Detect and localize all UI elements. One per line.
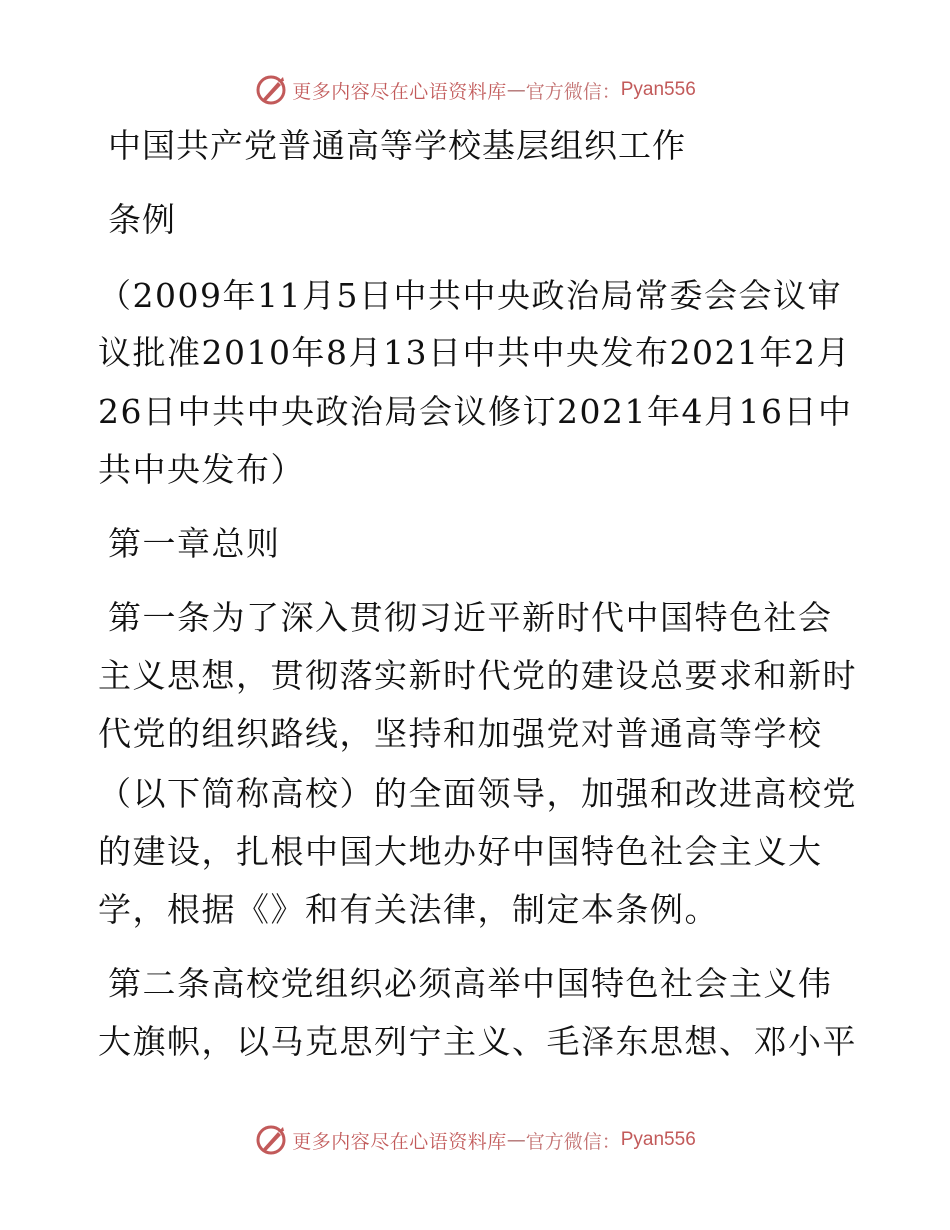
article1-line: 主义思想，贯彻落实新时代党的建设总要求和新时 <box>98 656 857 695</box>
header-watermark <box>0 70 950 110</box>
article1-line: 学，根据《》和有关法律，制定本条例。 <box>98 890 719 929</box>
watermark-main-text: 更多内容尽在心语资料库 <box>292 1130 507 1153</box>
meta-line: 共中央发布） <box>98 450 305 489</box>
chapter-heading: 第一章总则 <box>108 524 281 563</box>
meta-line: 26日中共中央政治局会议修订2021年4月16日中 <box>98 392 853 431</box>
article1-line: 第一条为了深入贯彻习近平新时代中国特色社会 <box>108 598 833 637</box>
footer-watermark <box>0 1120 950 1160</box>
article1-line: （以下简称高校）的全面领导，加强和改进高校党 <box>98 774 857 813</box>
article1-line: 的建设，扎根中国大地办好中国特色社会主义大 <box>98 832 823 871</box>
article2-line: 第二条高校党组织必须高举中国特色社会主义伟 <box>108 964 833 1003</box>
watermark-wechat-id: Pyan556 <box>620 1129 696 1150</box>
watermark-dash: — <box>506 1129 526 1151</box>
watermark-wechat-label: 官方微信： <box>525 1130 621 1153</box>
quill-circle-icon <box>254 73 288 107</box>
article1-line: 代党的组织路线，坚持和加强党对普通高等学校 <box>98 714 823 753</box>
watermark-main-text: 更多内容尽在心语资料库 <box>292 80 507 103</box>
meta-line: 议批准2010年8月13日中共中央发布2021年2月 <box>98 333 851 372</box>
document-title-line2: 条例 <box>108 200 176 239</box>
article2-line: 大旗帜，以马克思列宁主义、毛泽东思想、邓小平 <box>98 1022 857 1061</box>
quill-circle-icon <box>254 1123 288 1157</box>
watermark-wechat-label: 官方微信： <box>525 80 621 103</box>
meta-line: （2009年11月5日中共中央政治局常委会会议审 <box>98 276 842 315</box>
watermark-wechat-id: Pyan556 <box>620 79 696 100</box>
watermark-dash: — <box>506 79 526 101</box>
document-title-line1: 中国共产党普通高等学校基层组织工作 <box>108 126 686 165</box>
